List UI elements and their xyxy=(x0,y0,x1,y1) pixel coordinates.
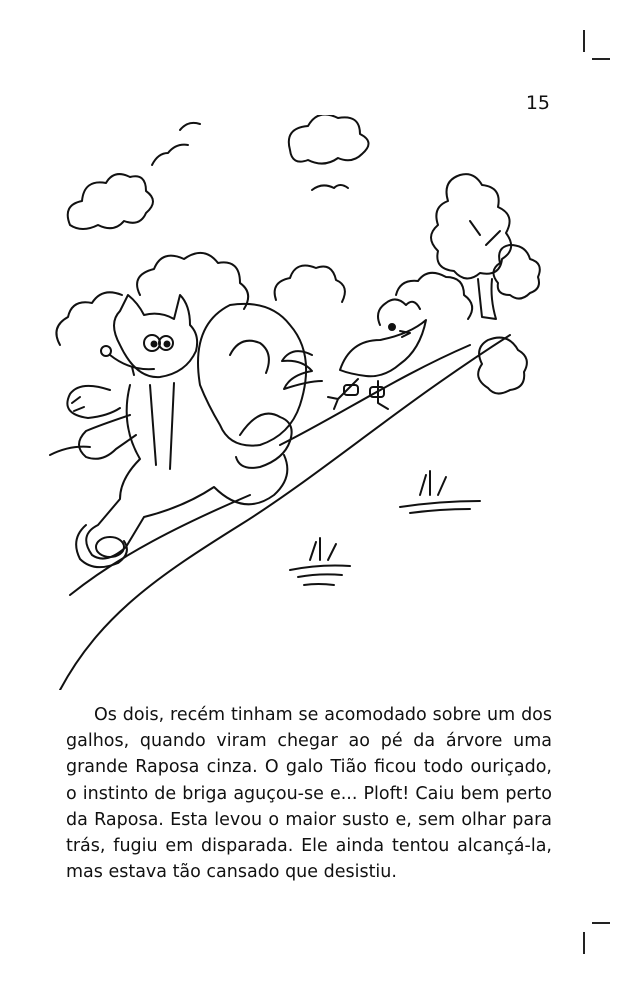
tree-icon xyxy=(493,245,539,299)
story-paragraph: Os dois, recém tinham se acomodado sobre um dos galhos, quando viram chegar ao pé da árvore uma grande Raposa cinza. O galo Tião ficou todo ouriçado, o instinto de briga aguçou-se e... Ploft! Caiu bem perto da Raposa. Esta levou o maior susto e, sem olhar para trás, fugiu em disparada. Ele ainda tentou alcançá-la, mas estava tão cansado que desistiu. xyxy=(66,705,552,883)
crop-mark-top-vertical xyxy=(583,30,585,52)
crop-mark-bottom-horizontal xyxy=(592,922,610,924)
bird-icon xyxy=(312,185,348,190)
tree-icon xyxy=(431,174,511,319)
bird-icon xyxy=(152,123,200,165)
fox-icon xyxy=(67,295,306,567)
bush-icon xyxy=(396,273,472,319)
crop-mark-top-horizontal xyxy=(592,58,610,60)
crop-mark-bottom-vertical xyxy=(583,932,585,954)
grass-tuft-icon xyxy=(290,538,350,585)
bush-icon xyxy=(275,266,345,302)
page-number: 15 xyxy=(525,92,550,114)
grass-tuft-icon xyxy=(400,471,480,513)
story-illustration xyxy=(40,115,560,690)
bush-icon xyxy=(137,253,248,309)
cloud-icon xyxy=(68,174,153,229)
cloud-icon xyxy=(289,115,369,164)
tree-icon xyxy=(478,338,527,394)
bush-icon xyxy=(56,292,122,345)
